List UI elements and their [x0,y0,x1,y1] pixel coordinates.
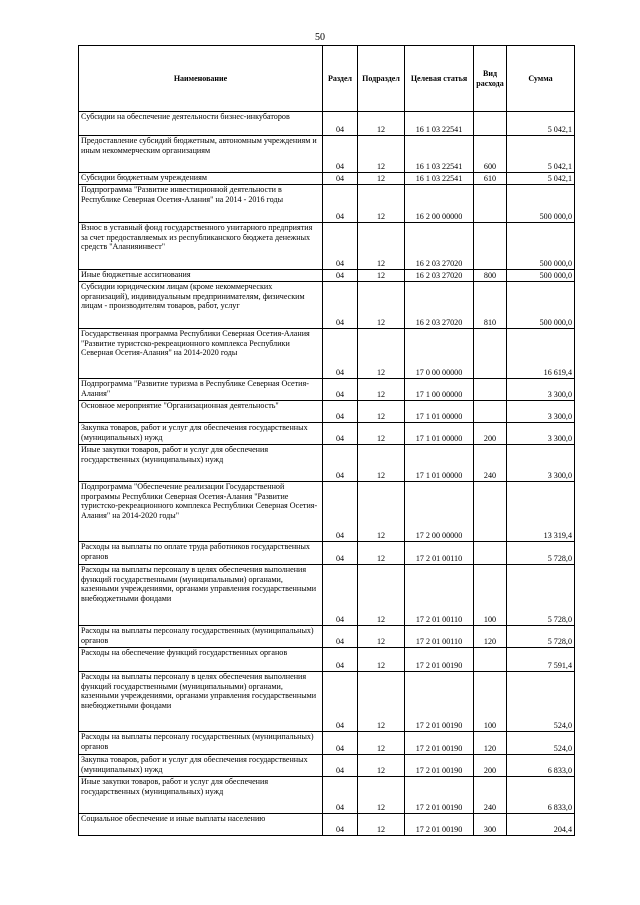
cell-amount: 6 833,0 [507,755,575,777]
cell-expense-type [474,112,507,136]
cell-subsection: 12 [358,445,405,482]
table-row [79,482,575,542]
table-row [79,329,575,379]
cell-name: Государственная программа Республики Северная Осетия-Алания "Развитие туристско-рекреационного комплекса Республики Северная Осетия-Алания" на 2014-2020 годы [79,329,323,379]
cell-target-article: 17 2 01 00110 [405,626,474,648]
cell-section: 04 [323,112,358,136]
cell-name: Расходы на выплаты персоналу государственных (муниципальных) органов [79,732,323,755]
cell-expense-type: 240 [474,777,507,814]
header-expense-type: Вид расхода [474,46,507,112]
cell-name: Субсидии на обеспечение деятельности бизнес-инкубаторов [79,112,323,136]
cell-subsection: 12 [358,626,405,648]
cell-name: Расходы на выплаты по оплате труда работников государственных органов [79,542,323,565]
cell-section: 04 [323,542,358,565]
table-row [79,401,575,423]
cell-subsection: 12 [358,401,405,423]
cell-target-article: 17 2 01 00190 [405,777,474,814]
cell-amount: 3 300,0 [507,401,575,423]
cell-amount: 500 000,0 [507,282,575,329]
cell-section: 04 [323,777,358,814]
cell-target-article: 16 1 03 22541 [405,136,474,173]
table-row [79,648,575,672]
table-row [79,379,575,401]
cell-section: 04 [323,755,358,777]
table-row [79,185,575,223]
cell-target-article: 16 2 03 27020 [405,223,474,270]
table-row [79,423,575,445]
cell-amount: 524,0 [507,672,575,732]
cell-name: Субсидии бюджетным учреждениям [79,173,323,185]
cell-section: 04 [323,379,358,401]
header-amount: Сумма [507,46,575,112]
cell-amount: 5 042,1 [507,136,575,173]
cell-name: Подпрограмма "Развитие туризма в Республике Северная Осетия-Алания" [79,379,323,401]
table-row [79,565,575,626]
cell-section: 04 [323,136,358,173]
table-row [79,223,575,270]
cell-subsection: 12 [358,282,405,329]
cell-amount: 13 319,4 [507,482,575,542]
cell-name: Подпрограмма "Развитие инвестиционной деятельности в Республике Северная Осетия-Алания" на 2014 - 2016 годы [79,185,323,223]
cell-expense-type: 100 [474,565,507,626]
table-row [79,445,575,482]
cell-target-article: 17 1 00 00000 [405,379,474,401]
cell-subsection: 12 [358,329,405,379]
cell-amount: 5 728,0 [507,565,575,626]
cell-subsection: 12 [358,648,405,672]
cell-expense-type [474,482,507,542]
cell-target-article: 17 1 01 00000 [405,401,474,423]
cell-name: Закупка товаров, работ и услуг для обеспечения государственных (муниципальных) нужд [79,423,323,445]
cell-expense-type [474,648,507,672]
cell-expense-type [474,223,507,270]
cell-expense-type [474,379,507,401]
cell-subsection: 12 [358,223,405,270]
cell-amount: 6 833,0 [507,777,575,814]
cell-section: 04 [323,423,358,445]
table-row [79,777,575,814]
cell-name: Расходы на выплаты персоналу в целях обеспечения выполнения функций государственными (муниципальными) органами, казенными учреждениями, органами управления государственными внебюджетными фондами [79,672,323,732]
cell-expense-type: 810 [474,282,507,329]
table-header-row [79,46,575,112]
cell-subsection: 12 [358,423,405,445]
cell-expense-type [474,185,507,223]
cell-expense-type: 610 [474,173,507,185]
cell-name: Подпрограмма "Обеспечение реализации Государственной программы Республики Северная Осетия-Алания "Развитие туристско-рекреационного комплекса Республики Северная Осетия-Алания" на 2014-2020 годы" [79,482,323,542]
table-row [79,626,575,648]
cell-section: 04 [323,672,358,732]
cell-amount: 5 728,0 [507,542,575,565]
cell-amount: 500 000,0 [507,270,575,282]
cell-target-article: 16 1 03 22541 [405,112,474,136]
table-row [79,542,575,565]
cell-target-article: 17 2 00 00000 [405,482,474,542]
cell-name: Субсидии юридическим лицам (кроме некоммерческих организаций), индивидуальным предпринимателям, физическим лицам - производителям товаров, работ, услуг [79,282,323,329]
cell-target-article: 17 2 01 00190 [405,732,474,755]
table-row [79,282,575,329]
cell-target-article: 16 2 03 27020 [405,282,474,329]
cell-name: Расходы на выплаты персоналу в целях обеспечения выполнения функций государственными (муниципальными) органами, казенными учреждениями, органами управления государственными внебюджетными фондами [79,565,323,626]
cell-target-article: 17 2 01 00110 [405,542,474,565]
cell-expense-type: 240 [474,445,507,482]
cell-amount: 3 300,0 [507,445,575,482]
cell-subsection: 12 [358,755,405,777]
table-row [79,814,575,836]
cell-subsection: 12 [358,270,405,282]
cell-name: Предоставление субсидий бюджетным, автономным учреждениям и иным некоммерческим организациям [79,136,323,173]
cell-amount: 500 000,0 [507,185,575,223]
cell-name: Иные закупки товаров, работ и услуг для обеспечения государственных (муниципальных) нужд [79,445,323,482]
cell-section: 04 [323,814,358,836]
cell-amount: 524,0 [507,732,575,755]
table-row [79,732,575,755]
cell-amount: 5 728,0 [507,626,575,648]
cell-amount: 5 042,1 [507,112,575,136]
cell-subsection: 12 [358,542,405,565]
header-subsection: Подраздел [358,46,405,112]
cell-subsection: 12 [358,173,405,185]
table-row [79,672,575,732]
cell-section: 04 [323,565,358,626]
cell-target-article: 17 2 01 00190 [405,814,474,836]
cell-expense-type [474,542,507,565]
cell-subsection: 12 [358,112,405,136]
cell-subsection: 12 [358,482,405,542]
cell-amount: 5 042,1 [507,173,575,185]
cell-subsection: 12 [358,565,405,626]
cell-amount: 500 000,0 [507,223,575,270]
cell-target-article: 16 1 03 22541 [405,173,474,185]
header-section: Раздел [323,46,358,112]
table-row [79,270,575,282]
cell-subsection: 12 [358,732,405,755]
cell-amount: 7 591,4 [507,648,575,672]
cell-name: Взнос в уставный фонд государственного унитарного предприятия за счет предоставляемых из республиканского бюджета денежных средств "Аланияинвест" [79,223,323,270]
cell-expense-type [474,329,507,379]
cell-target-article: 17 2 01 00190 [405,755,474,777]
cell-section: 04 [323,648,358,672]
cell-amount: 204,4 [507,814,575,836]
cell-section: 04 [323,445,358,482]
cell-subsection: 12 [358,777,405,814]
cell-subsection: 12 [358,136,405,173]
table-row [79,755,575,777]
cell-section: 04 [323,482,358,542]
header-name: Наименование [79,46,323,112]
cell-name: Закупка товаров, работ и услуг для обеспечения государственных (муниципальных) нужд [79,755,323,777]
cell-amount: 3 300,0 [507,423,575,445]
cell-amount: 3 300,0 [507,379,575,401]
cell-expense-type: 800 [474,270,507,282]
cell-expense-type: 100 [474,672,507,732]
cell-subsection: 12 [358,814,405,836]
table-row [79,173,575,185]
cell-expense-type: 300 [474,814,507,836]
cell-target-article: 17 2 01 00190 [405,672,474,732]
cell-section: 04 [323,732,358,755]
cell-expense-type [474,401,507,423]
cell-target-article: 17 1 01 00000 [405,445,474,482]
cell-section: 04 [323,401,358,423]
cell-name: Расходы на выплаты персоналу государственных (муниципальных) органов [79,626,323,648]
cell-name: Социальное обеспечение и иные выплаты населению [79,814,323,836]
cell-target-article: 17 1 01 00000 [405,423,474,445]
cell-subsection: 12 [358,185,405,223]
cell-section: 04 [323,223,358,270]
table-row [79,112,575,136]
cell-expense-type: 200 [474,755,507,777]
cell-section: 04 [323,173,358,185]
cell-target-article: 17 2 01 00190 [405,648,474,672]
budget-table [78,45,575,836]
cell-target-article: 17 0 00 00000 [405,329,474,379]
cell-section: 04 [323,270,358,282]
header-target-article: Целевая статья [405,46,474,112]
cell-subsection: 12 [358,672,405,732]
cell-expense-type: 120 [474,732,507,755]
cell-target-article: 16 2 00 00000 [405,185,474,223]
cell-target-article: 17 2 01 00110 [405,565,474,626]
cell-expense-type: 600 [474,136,507,173]
cell-section: 04 [323,185,358,223]
table-row [79,136,575,173]
cell-name: Расходы на обеспечение функций государственных органов [79,648,323,672]
page-number: 50 [315,32,325,43]
cell-expense-type: 200 [474,423,507,445]
cell-name: Иные закупки товаров, работ и услуг для обеспечения государственных (муниципальных) нужд [79,777,323,814]
cell-expense-type: 120 [474,626,507,648]
cell-name: Иные бюджетные ассигнования [79,270,323,282]
cell-section: 04 [323,329,358,379]
cell-section: 04 [323,282,358,329]
cell-amount: 16 619,4 [507,329,575,379]
cell-subsection: 12 [358,379,405,401]
cell-section: 04 [323,626,358,648]
cell-name: Основное мероприятие "Организационная деятельность" [79,401,323,423]
cell-target-article: 16 2 03 27020 [405,270,474,282]
